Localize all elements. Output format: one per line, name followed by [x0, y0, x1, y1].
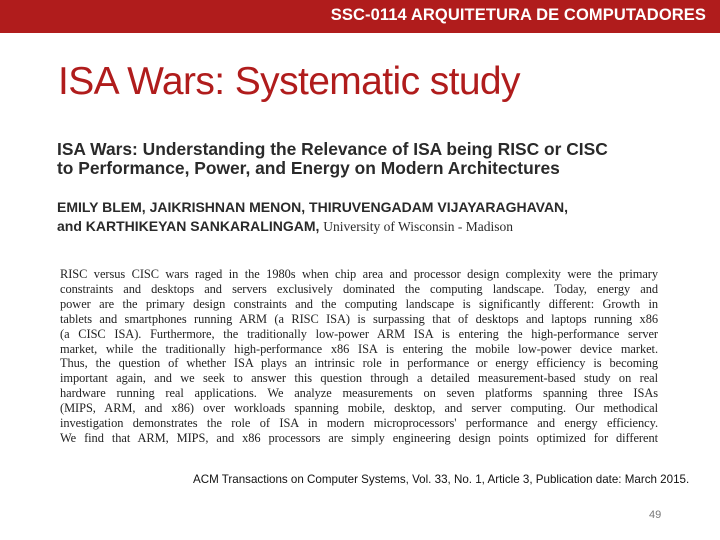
abstract-line: (a CISC ISA). Furthermore, the traditionally low-power ARM ISA is entering the high-performance server	[60, 326, 658, 341]
paper-title-line: ISA Wars: Understanding the Relevance of ISA being RISC or CISC	[57, 139, 608, 159]
affiliation: University of Wisconsin - Madison	[323, 218, 513, 234]
abstract-line: investigation demonstrates the role of ISA in modern microprocessors' performance and energy efficiency.	[60, 416, 658, 431]
abstract-line: RISC versus CISC wars raged in the 1980s when chip area and processor design complexity were the primary	[60, 267, 658, 281]
abstract-line: power are the primary design constraints and the computing landscape is significantly different: Growth in	[60, 296, 658, 311]
abstract-line: tablets and smartphones running ARM (a RISC ISA) is surpassing that of desktops and laptops running x86	[60, 311, 658, 326]
abstract-line: important again, and we seek to answer this question through a detailed measurement-based study on real	[60, 371, 658, 386]
paper-title-line: to Performance, Power, and Energy on Modern Architectures	[57, 158, 560, 178]
abstract-line: hardware running real applications. We analyze measurements on seven platforms spanning three ISAs	[60, 386, 658, 401]
authors-line-2: and KARTHIKEYAN SANKARALINGAM,	[57, 217, 320, 234]
abstract-line: Thus, the question of whether ISA plays an intrinsic role in performance or energy efficiency is becoming	[60, 356, 658, 371]
paper-title	[57, 140, 662, 178]
slide-title: ISA Wars: Systematic study	[58, 60, 520, 103]
abstract-line: market, while the traditionally high-performance x86 ISA is entering the mobile low-power device market.	[60, 341, 658, 356]
authors-line: EMILY BLEM, JAIKRISHNAN MENON, THIRUVENGADAM VIJAYARAGHAVAN,	[57, 199, 569, 215]
header-bar	[0, 0, 720, 33]
authors-line	[57, 217, 662, 237]
abstract-line: constraints and desktops and servers exclusively dominated the computing landscape. Today, energy and	[60, 281, 658, 296]
paper-authors	[57, 198, 662, 236]
citation: ACM Transactions on Computer Systems, Vol. 33, No. 1, Article 3, Publication date: March 2015.	[193, 473, 690, 486]
abstract-line: (MIPS, ARM, and x86) over workloads spanning mobile, desktop, and server computing. Our methodical	[60, 401, 658, 416]
page-number: 49	[649, 509, 662, 521]
paper-abstract	[60, 267, 658, 446]
course-title: SSC-0114 ARQUITETURA DE COMPUTADORES	[330, 6, 706, 24]
abstract-line: We find that ARM, MIPS, and x86 processors are simply engineering design points optimized for different	[60, 430, 658, 445]
paper-header	[57, 140, 662, 236]
